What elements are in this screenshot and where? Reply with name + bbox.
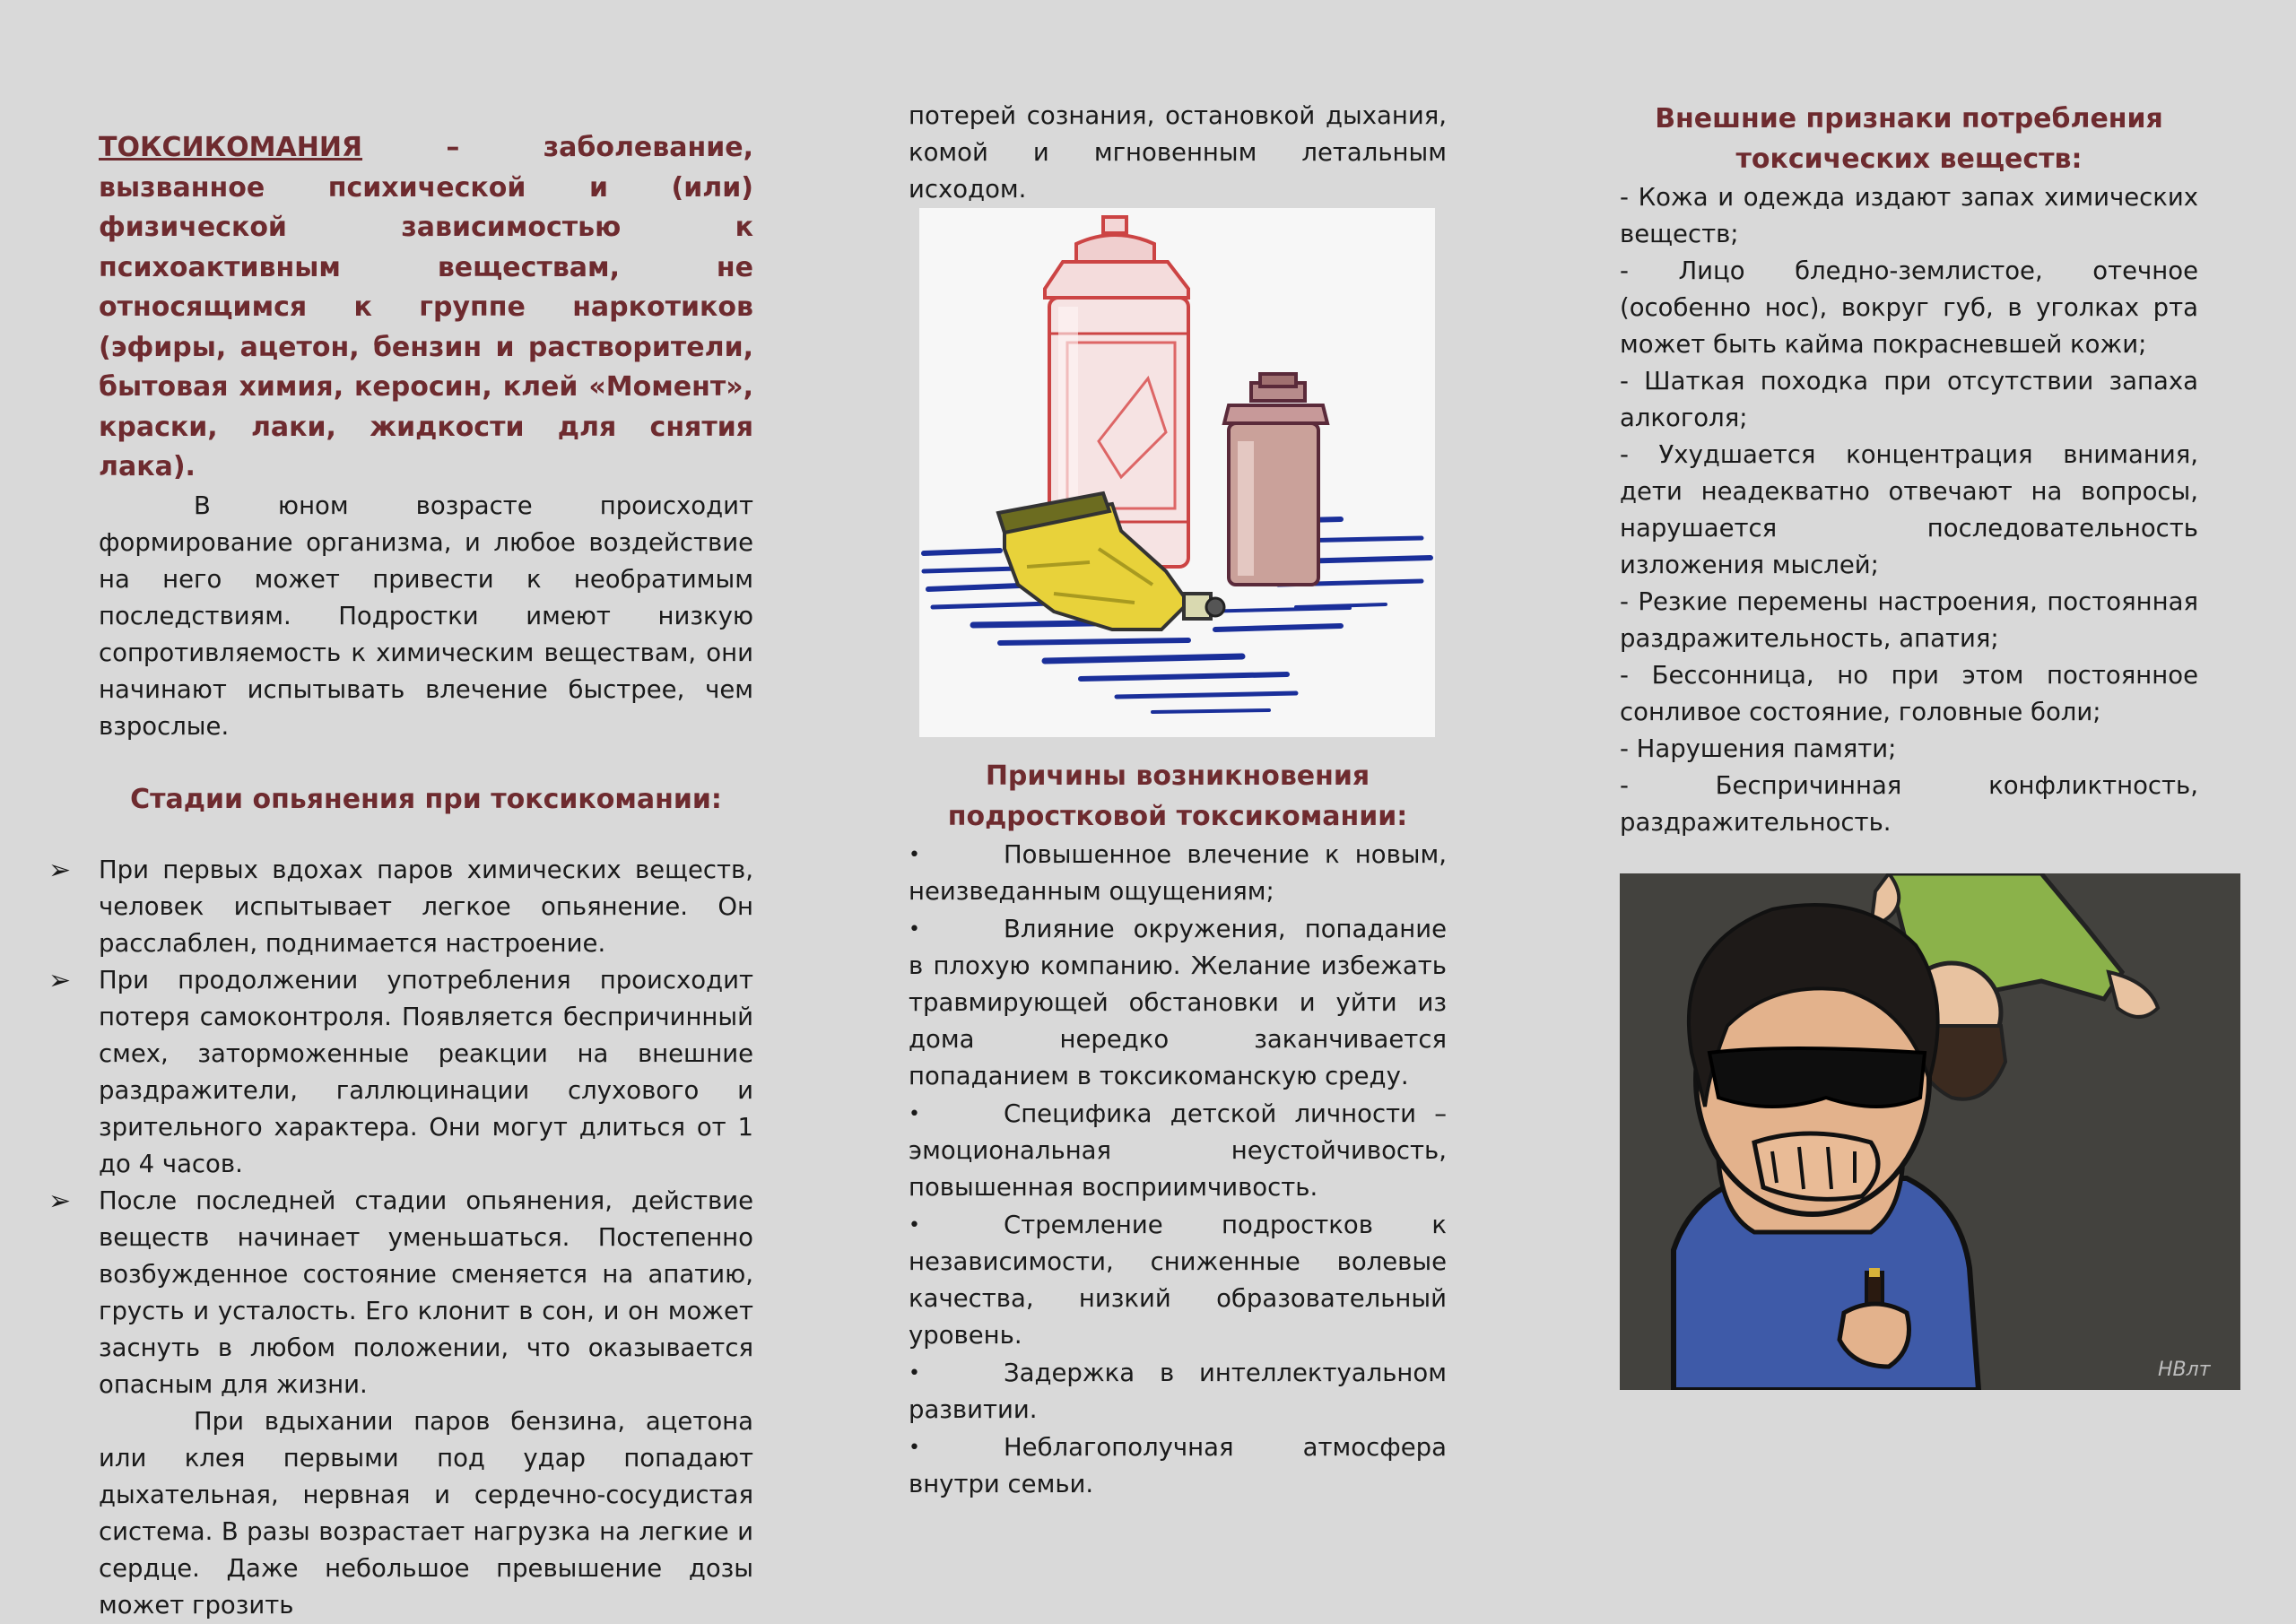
lead-rest: – заболевание, вызванное психической и (или) физической зависимостью к психоактивным веществам, не относящимся к группе наркотиков (эфиры, ацетон, бензин и растворители, бытовая химия, керосин, клей «Момент», краски, лаки, жидкости для снятия лака). [99, 132, 753, 482]
column-right [1620, 0, 2198, 841]
cause-text: Неблагополучная атмосфера внутри семьи. [909, 1433, 1447, 1498]
chemicals-illustration-svg [919, 208, 1435, 737]
stage-text: При первых вдохах паров химических веществ, человек испытывает легкое опьянение. Он расслаблен, поднимается настроение. [99, 855, 753, 958]
causes-list [909, 837, 1447, 1503]
sign-item: - Кожа и одежда издают запах химических веществ; [1620, 183, 2198, 248]
causes-heading: Причины возникновения подростковой токсикомании: [947, 760, 1408, 832]
bullet-icon: • [909, 844, 920, 866]
lead-term: ТОКСИКОМАНИЯ [99, 132, 363, 163]
lead-definition [99, 128, 753, 488]
bullet-icon: • [909, 1103, 920, 1125]
cause-text: Повышенное влечение к новым, неизведанным ощущениям; [909, 840, 1447, 906]
children-illustration-svg [1620, 873, 2240, 1390]
column-left [48, 0, 753, 1624]
cause-item [909, 1096, 1447, 1206]
cause-text: Задержка в интеллектуальном развитии. [909, 1359, 1447, 1424]
arrow-bullet-icon: ➢ [48, 1185, 72, 1217]
cause-text: Стремление подростков к независимости, сниженные волевые качества, низкий образовательный уровень. [909, 1211, 1447, 1350]
cause-item [909, 1207, 1447, 1354]
bullet-icon: • [909, 918, 920, 941]
sign-item: - Беспричинная конфликтность, раздражительность. [1620, 771, 2198, 837]
sign-item: - Ухудшается концентрация внимания, дети неадекватно отвечают на вопросы, нарушается последовательность изложения мыслей; [1620, 440, 2198, 579]
sign-item: - Бессонница, но при этом постоянное сонливое состояние, головные боли; [1620, 661, 2198, 726]
small-bottle [1224, 374, 1327, 585]
cause-text: Влияние окружения, попадание в плохую компанию. Желание избежать травмирующей обстановки и уйти из дома нередко заканчивается попаданием в токсикоманскую среду. [909, 915, 1447, 1090]
stages-list [48, 852, 753, 1403]
cause-item [909, 1355, 1447, 1429]
sign-item: - Резкие перемены настроения, постоянная раздражительность, апатия; [1620, 587, 2198, 653]
cause-text: Специфика детской личности – эмоциональная неустойчивость, повышенная восприимчивость. [909, 1099, 1447, 1202]
stage-item [48, 962, 753, 1183]
bullet-icon: • [909, 1437, 920, 1459]
bullet-icon: • [909, 1214, 920, 1237]
cause-item [909, 911, 1447, 1095]
arrow-bullet-icon: ➢ [48, 854, 72, 886]
sign-item: - Нарушения памяти; [1620, 734, 1897, 763]
cause-item [909, 837, 1447, 910]
continued-paragraph: потерей сознания, остановкой дыхания, комой и мгновенным летальным исходом. [909, 101, 1447, 204]
stage-item [48, 1183, 753, 1403]
cause-item [909, 1429, 1447, 1503]
stages-heading: Стадии опьянения при токсикомании: [130, 783, 722, 815]
sign-item: - Лицо бледно-землистое, отечное (особенно нос), вокруг губ, в уголках рта может быть кайма покрасневшей кожи; [1620, 256, 2198, 359]
stage-text: При продолжении употребления происходит потеря самоконтроля. Появляется беспричинный смех, заторможенные реакции на внешние раздражители, галлюцинации слухового и зрительного характера. Они могут длиться от 1 до 4 часов. [99, 965, 753, 1178]
sign-item: - Шаткая походка при отсутствии запаха алкоголя; [1620, 367, 2198, 432]
arrow-bullet-icon: ➢ [48, 964, 72, 996]
chemicals-illustration [919, 208, 1435, 737]
glue-tube [998, 493, 1224, 630]
stage-text: После последней стадии опьянения, действие веществ начинает уменьшаться. Постепенно возбужденное состояние сменяется на апатию, грусть и усталость. Его клонит в сон, и он может заснуть в любом положении, что оказывается опасным для жизни. [99, 1185, 753, 1399]
children-illustration [1620, 873, 2240, 1390]
intro-paragraph: В юном возрасте происходит формирование организма, и любое воздействие на него может привести к необратимым последствиям. Подростки имеют низкую сопротивляемость к химическим веществам, они начинают испытывать влечение быстрее, чем взрослые. [99, 491, 753, 741]
stage-item [48, 852, 753, 962]
bullet-icon: • [909, 1362, 920, 1385]
signs-heading: Внешние признаки потребления токсических веществ: [1655, 103, 2163, 175]
inhalation-paragraph: При вдыхании паров бензина, ацетона или клея первыми под удар попадают дыхательная, нервная и сердечно-сосудистая система. В разы возрастает нагрузка на легкие и сердце. Даже небольшое превышение дозы может грозить [99, 1406, 753, 1620]
artist-signature: НВлт [2158, 1359, 2211, 1381]
